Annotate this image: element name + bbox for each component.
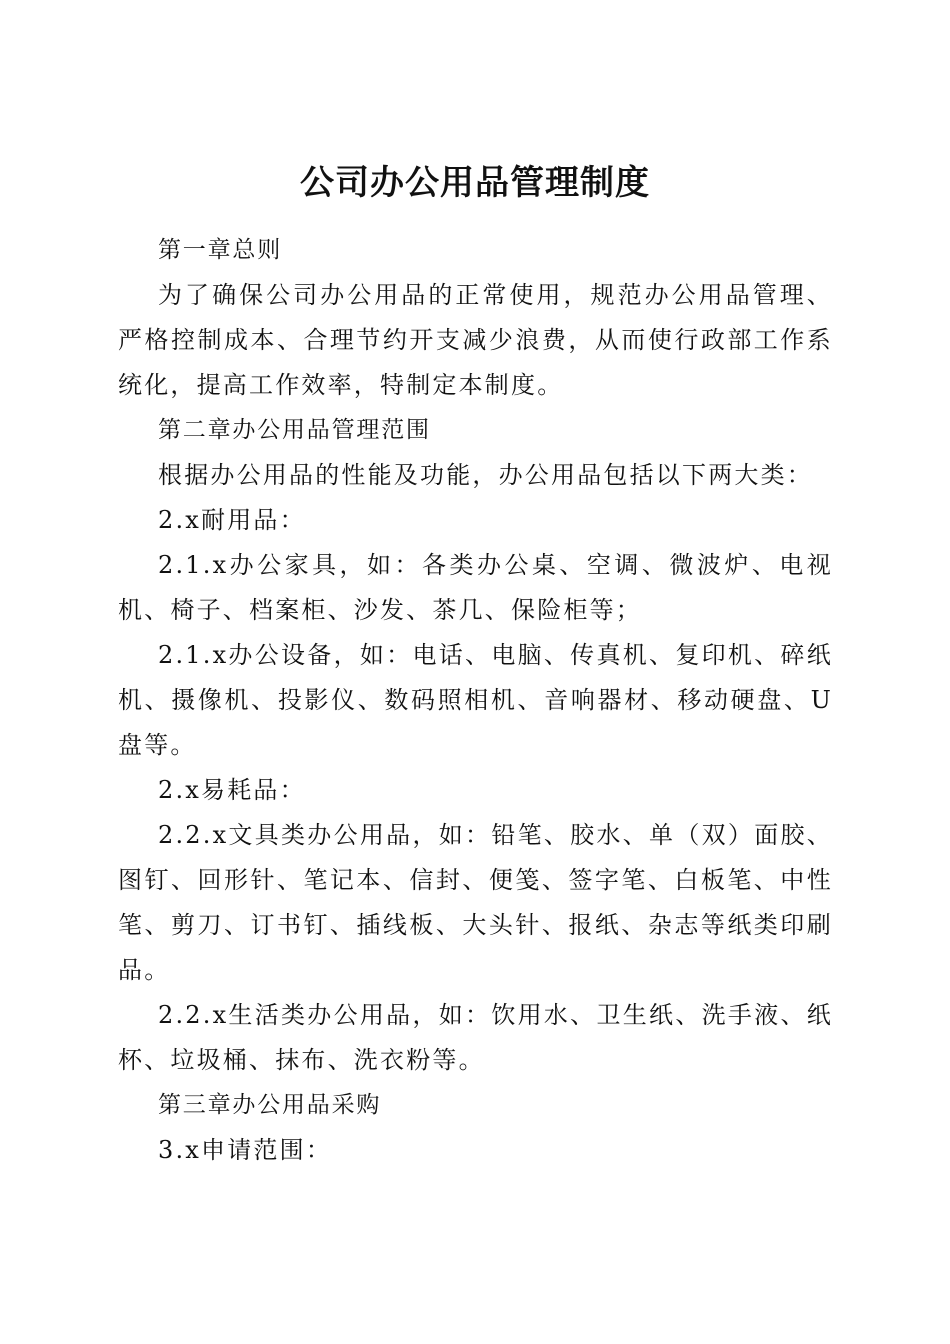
paragraph: 2.1.x办公家具，如：各类办公桌、空调、微波炉、电视机、椅子、档案柜、沙发、茶几、保险柜等； [118, 551, 833, 624]
document-title: 公司办公用品管理制度 [300, 162, 650, 203]
paragraph: 2.x易耗品： [158, 776, 306, 804]
chapter-heading: 第一章总则 [158, 237, 282, 263]
paragraph: 根据办公用品的性能及功能，办公用品包括以下两大类： [158, 461, 813, 489]
paragraph: 2.2.x生活类办公用品，如：饮用水、卫生纸、洗手液、纸杯、垃圾桶、抹布、洗衣粉等。 [118, 1001, 833, 1074]
paragraph: 2.1.x办公设备，如：电话、电脑、传真机、复印机、碎纸机、摄像机、投影仪、数码照相机、音响器材、移动硬盘、U盘等。 [118, 641, 833, 759]
document-body [118, 228, 833, 1173]
paragraph: 2.2.x文具类办公用品，如：铅笔、胶水、单（双）面胶、图钉、回形针、笔记本、信封、便笺、签字笔、白板笔、中性笔、剪刀、订书钉、插线板、大头针、报纸、杂志等纸类印刷品。 [118, 821, 833, 984]
paragraph: 3.x申请范围： [158, 1136, 333, 1164]
paragraph: 为了确保公司办公用品的正常使用，规范办公用品管理、严格控制成本、合理节约开支减少浪费，从而使行政部工作系统化，提高工作效率，特制定本制度。 [118, 281, 833, 399]
chapter-heading: 第二章办公用品管理范围 [158, 417, 431, 443]
chapter-heading: 第三章办公用品采购 [158, 1092, 382, 1118]
paragraph: 2.x耐用品： [158, 506, 306, 534]
